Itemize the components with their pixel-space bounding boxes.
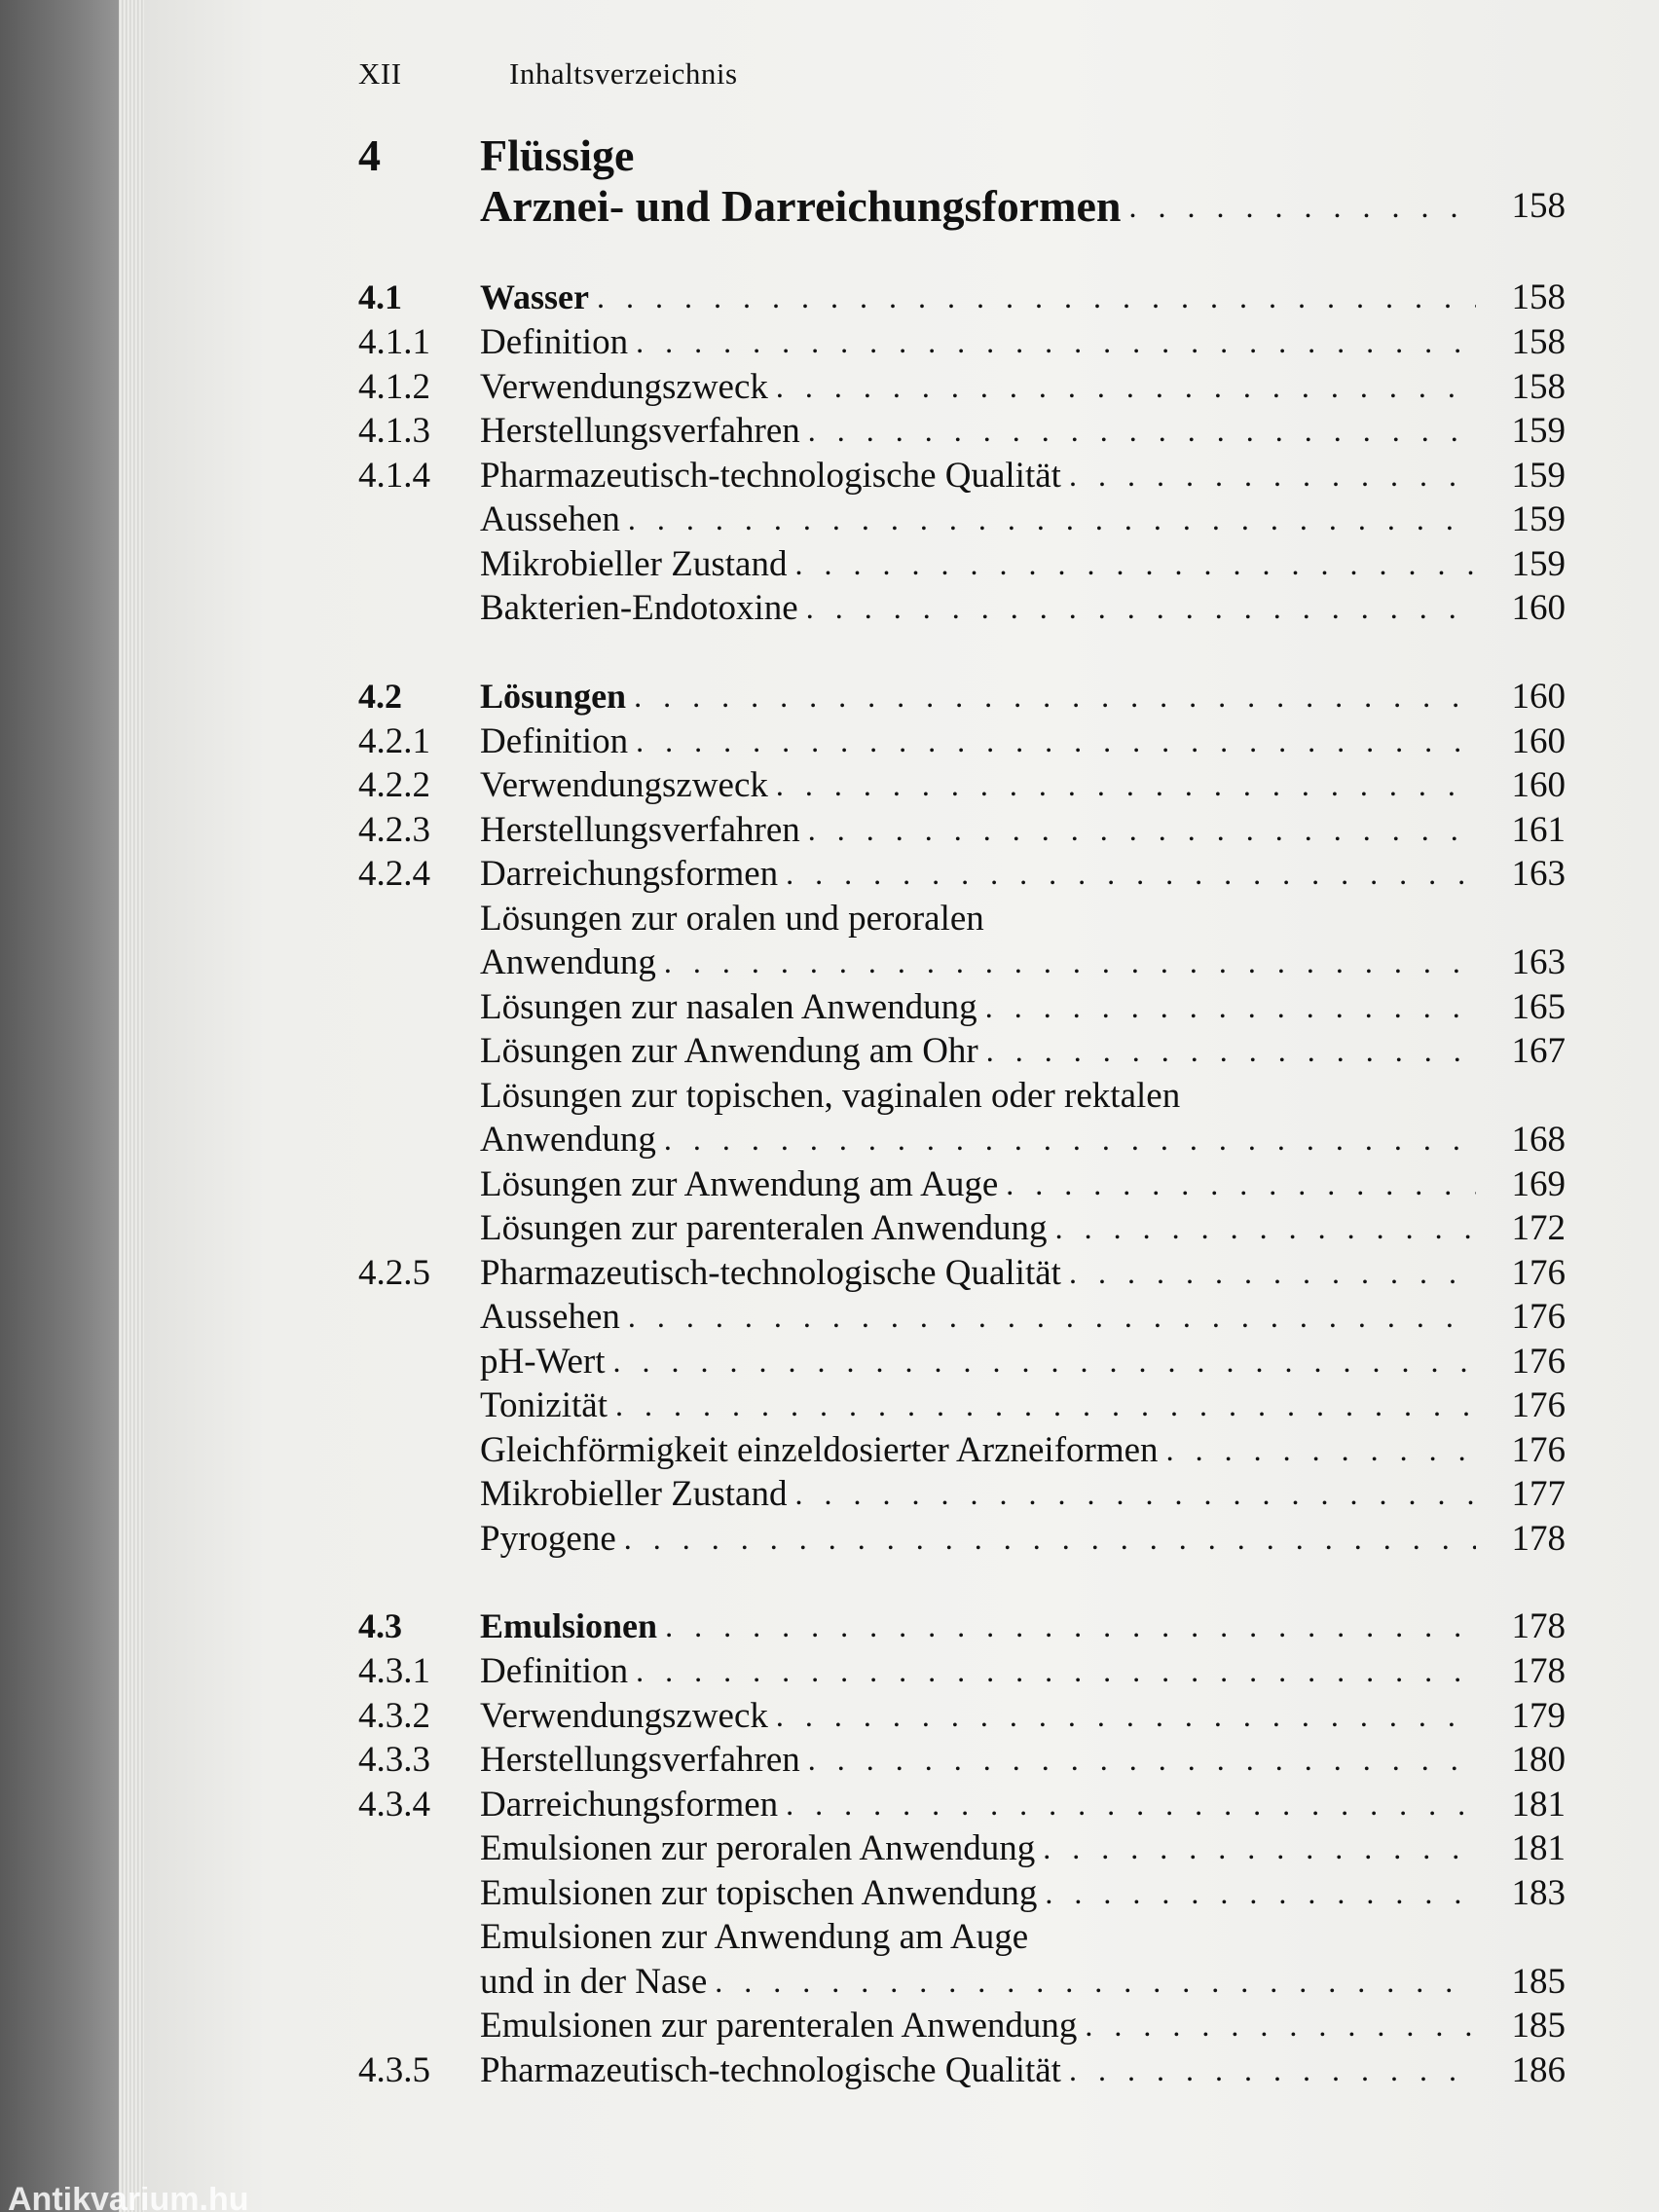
entry-number: 4.1.4 <box>358 455 430 496</box>
entry-page: 186 <box>1511 2049 1566 2090</box>
leader-dots <box>665 1604 1476 1649</box>
entry-title: Tonizität <box>480 1385 608 1425</box>
leader-dots <box>786 852 1476 897</box>
toc-entry <box>358 1206 1566 1251</box>
entry-number: 4.1.3 <box>358 411 430 451</box>
entry-title: Lösungen zur Anwendung am Auge <box>480 1163 999 1204</box>
entry-number: 4.3.5 <box>358 2049 430 2090</box>
book-edge <box>0 0 127 2212</box>
chapter-title-line1: Flüssige <box>480 130 635 180</box>
toc-entry <box>358 719 1566 764</box>
section-number: 4.1 <box>358 277 402 316</box>
leader-dots <box>808 808 1476 853</box>
section-title: Emulsionen <box>480 1606 658 1645</box>
header-page-number: XII <box>358 56 402 91</box>
header-title: Inhaltsverzeichnis <box>509 56 738 91</box>
toc-entry <box>358 365 1566 410</box>
section-number: 4.2 <box>358 676 402 716</box>
entry-number: 4.2.1 <box>358 720 430 761</box>
entry-title: Aussehen <box>480 499 620 539</box>
leader-dots <box>664 1118 1476 1162</box>
entry-page: 181 <box>1511 1784 1566 1825</box>
entry-title-line1: Emulsionen zur Anwendung am Auge <box>480 1917 1029 1957</box>
entry-page: 172 <box>1511 1208 1566 1248</box>
leader-dots <box>636 1649 1476 1694</box>
leader-dots <box>776 763 1476 808</box>
leader-dots <box>1085 2004 1476 2048</box>
toc-entry-multiline <box>358 1074 1566 1119</box>
entry-title: Verwendungszweck <box>480 765 768 805</box>
toc-entry <box>358 409 1566 454</box>
toc-entry <box>358 1826 1566 1871</box>
toc-entry-multiline <box>358 897 1566 941</box>
entry-number: 4.2.5 <box>358 1252 430 1293</box>
entry-title-line1: Lösungen zur topischen, vaginalen oder rektalen <box>480 1075 1181 1116</box>
entry-title: Bakterien-Endotoxine <box>480 588 798 628</box>
leader-dots <box>786 1783 1476 1827</box>
toc-entry <box>358 1649 1566 1694</box>
entry-page: 185 <box>1511 2006 1566 2046</box>
entry-page: 179 <box>1511 1695 1566 1736</box>
entry-page: 158 <box>1511 366 1566 407</box>
leader-dots <box>1055 1206 1476 1251</box>
leader-dots <box>985 985 1476 1030</box>
section-title: Wasser <box>480 277 589 316</box>
entry-page: 181 <box>1511 1828 1566 1868</box>
entry-page: 176 <box>1511 1252 1566 1293</box>
chapter-heading-line2 <box>358 181 1566 232</box>
toc-entry <box>358 542 1566 587</box>
leader-dots <box>986 1029 1476 1074</box>
chapter-page: 158 <box>1511 186 1566 226</box>
toc-entry-continuation <box>358 1960 1566 2005</box>
entry-page: 161 <box>1511 809 1566 850</box>
entry-title: Lösungen zur parenteralen Anwendung <box>480 1208 1048 1248</box>
entry-title: Definition <box>480 322 629 362</box>
entry-page: 159 <box>1511 543 1566 584</box>
section-page: 178 <box>1511 1606 1566 1646</box>
entry-page: 178 <box>1511 1518 1566 1559</box>
entry-title: Lösungen zur Anwendung am Ohr <box>480 1031 978 1071</box>
entry-title: Darreichungsformen <box>480 854 779 894</box>
entry-title-line1: Lösungen zur oralen und peroralen <box>480 898 984 939</box>
toc-entry <box>358 2048 1566 2093</box>
entry-page: 185 <box>1511 1961 1566 2002</box>
entry-title: Aussehen <box>480 1297 620 1337</box>
section-number: 4.3 <box>358 1606 402 1645</box>
leader-dots <box>776 1694 1476 1739</box>
toc-entry <box>358 1871 1566 1916</box>
entry-title: pH-Wert <box>480 1341 606 1382</box>
entry-page: 176 <box>1511 1297 1566 1337</box>
entry-page: 159 <box>1511 455 1566 496</box>
entry-title: Pharmazeutisch-technologische Qualität <box>480 455 1061 496</box>
leader-dots <box>794 1472 1476 1517</box>
leader-dots <box>1069 1251 1476 1296</box>
entry-title: Mikrobieller Zustand <box>480 543 788 584</box>
entry-title: Pharmazeutisch-technologische Qualität <box>480 2049 1061 2090</box>
entry-page: 176 <box>1511 1341 1566 1382</box>
entry-title-line2: Anwendung <box>480 1120 656 1160</box>
entry-title: Emulsionen zur topischen Anwendung <box>480 1872 1038 1913</box>
toc-entry <box>358 1517 1566 1562</box>
entry-title: Definition <box>480 720 629 761</box>
chapter-number: 4 <box>358 130 381 180</box>
toc-entry-multiline <box>358 1915 1566 1960</box>
leader-dots <box>636 719 1476 764</box>
running-header <box>358 56 1659 95</box>
toc-entry <box>358 498 1566 542</box>
entry-page: 159 <box>1511 411 1566 451</box>
watermark-text: Antikvarium.hu <box>8 2187 249 2212</box>
entry-page: 167 <box>1511 1031 1566 1071</box>
leader-dots <box>636 320 1476 365</box>
toc-entry <box>358 1029 1566 1074</box>
leader-dots <box>1069 2048 1476 2093</box>
toc-entry <box>358 852 1566 897</box>
leader-dots <box>628 1295 1476 1340</box>
toc-entry <box>358 1738 1566 1783</box>
section-page: 158 <box>1511 277 1566 317</box>
section-title: Lösungen <box>480 676 627 716</box>
section-page: 160 <box>1511 676 1566 717</box>
leader-dots <box>613 1340 1476 1384</box>
toc-entry <box>358 1251 1566 1296</box>
entry-number: 4.1.2 <box>358 366 430 407</box>
leader-dots <box>808 1738 1476 1783</box>
table-of-contents <box>358 117 1566 2092</box>
entry-title: Emulsionen zur parenteralen Anwendung <box>480 2006 1078 2046</box>
chapter-title-line2: Arznei- und Darreichungsformen <box>480 181 1122 231</box>
entry-page: 160 <box>1511 765 1566 805</box>
toc-entry <box>358 1472 1566 1517</box>
entry-title: Pyrogene <box>480 1518 616 1559</box>
entry-title: Darreichungsformen <box>480 1784 779 1825</box>
entry-page: 169 <box>1511 1163 1566 1204</box>
entry-page: 180 <box>1511 1740 1566 1780</box>
toc-entry <box>358 1783 1566 1827</box>
toc-entry-continuation <box>358 940 1566 985</box>
entry-number: 4.3.4 <box>358 1784 430 1825</box>
entry-page: 178 <box>1511 1651 1566 1691</box>
toc-entry <box>358 808 1566 853</box>
toc-entry <box>358 320 1566 365</box>
toc-entry <box>358 1295 1566 1340</box>
toc-entry <box>358 1694 1566 1739</box>
book-page <box>144 0 1659 2212</box>
entry-page: 168 <box>1511 1120 1566 1160</box>
entry-page: 160 <box>1511 720 1566 761</box>
toc-entry <box>358 454 1566 498</box>
entry-title: Emulsionen zur peroralen Anwendung <box>480 1828 1036 1868</box>
entry-number: 4.1.1 <box>358 322 430 362</box>
entry-page: 163 <box>1511 942 1566 982</box>
entry-title: Herstellungsverfahren <box>480 809 800 850</box>
entry-number: 4.3.2 <box>358 1695 430 1736</box>
entry-page: 160 <box>1511 588 1566 628</box>
leader-dots <box>634 674 1476 719</box>
leader-dots <box>1128 181 1476 232</box>
leader-dots <box>628 498 1476 542</box>
entry-title: Lösungen zur nasalen Anwendung <box>480 986 977 1027</box>
entry-number: 4.2.3 <box>358 809 430 850</box>
toc-entry <box>358 2004 1566 2048</box>
toc-section <box>358 1604 1566 1649</box>
toc-entry <box>358 985 1566 1030</box>
leader-dots <box>808 409 1476 454</box>
entry-page: 177 <box>1511 1474 1566 1514</box>
entry-title: Herstellungsverfahren <box>480 1740 800 1780</box>
entry-title: Verwendungszweck <box>480 1695 768 1736</box>
entry-page: 163 <box>1511 854 1566 894</box>
leader-dots <box>715 1960 1476 2005</box>
leader-dots <box>1069 454 1476 498</box>
leader-dots <box>776 365 1476 410</box>
leader-dots <box>597 275 1476 320</box>
toc-section <box>358 674 1566 719</box>
entry-title: Verwendungszweck <box>480 366 768 407</box>
entry-page: 165 <box>1511 986 1566 1027</box>
entry-page: 159 <box>1511 499 1566 539</box>
entry-title: Mikrobieller Zustand <box>480 1474 788 1514</box>
entry-number: 4.2.2 <box>358 765 430 805</box>
leader-dots <box>806 586 1476 631</box>
chapter-heading <box>358 130 1566 181</box>
entry-title-line2: Anwendung <box>480 942 656 982</box>
entry-number: 4.3.1 <box>358 1651 430 1691</box>
toc-entry <box>358 586 1566 631</box>
entry-page: 176 <box>1511 1385 1566 1425</box>
entry-page: 158 <box>1511 322 1566 362</box>
leader-dots <box>664 940 1476 985</box>
toc-entry <box>358 763 1566 808</box>
entry-title: Definition <box>480 1651 629 1691</box>
toc-section <box>358 275 1566 320</box>
toc-entry <box>358 1162 1566 1207</box>
toc-entry-continuation <box>358 1118 1566 1162</box>
leader-dots <box>624 1517 1476 1562</box>
leader-dots <box>1043 1826 1476 1871</box>
leader-dots <box>615 1383 1476 1428</box>
entry-title-line2: und in der Nase <box>480 1961 708 2002</box>
leader-dots <box>1006 1162 1476 1207</box>
entry-page: 176 <box>1511 1429 1566 1470</box>
entry-title: Herstellungsverfahren <box>480 411 800 451</box>
entry-number: 4.2.4 <box>358 854 430 894</box>
entry-number: 4.3.3 <box>358 1740 430 1780</box>
entry-page: 183 <box>1511 1872 1566 1913</box>
leader-dots <box>794 542 1476 587</box>
toc-entry <box>358 1383 1566 1428</box>
entry-title: Gleichförmigkeit einzeldosierter Arzneiformen <box>480 1429 1159 1470</box>
entry-title: Pharmazeutisch-technologische Qualität <box>480 1252 1061 1293</box>
leader-dots <box>1166 1428 1476 1473</box>
toc-entry <box>358 1428 1566 1473</box>
leader-dots <box>1045 1871 1476 1916</box>
toc-entry <box>358 1340 1566 1384</box>
